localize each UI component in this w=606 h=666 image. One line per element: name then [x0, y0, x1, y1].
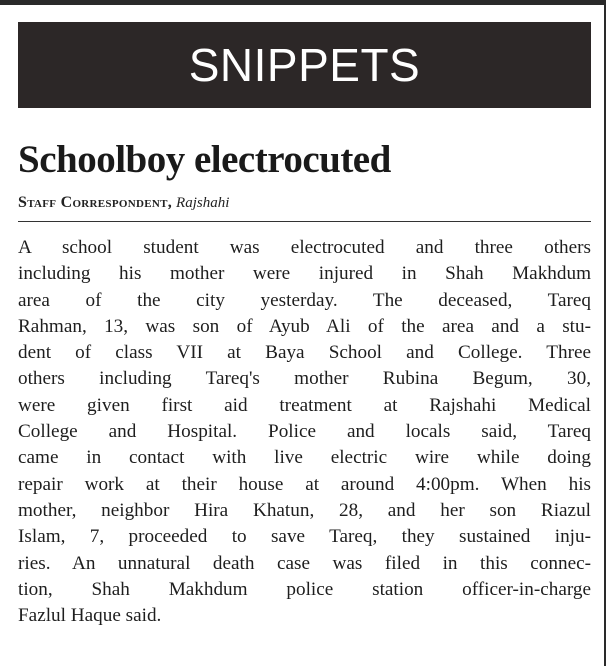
body-line: ries. An unnatural death case was filed in this connec- — [18, 552, 591, 574]
body-line: came in contact with live electric wire while doing — [18, 447, 591, 469]
body-line: others including Tareq's mother Rubina Begum, 30, — [18, 368, 591, 390]
byline-divider — [18, 221, 591, 222]
body-line: Rahman, 13, was son of Ayub Ali of the area and a stu- — [18, 315, 591, 337]
section-banner — [18, 22, 591, 108]
body-line: College and Hospital. Police and locals said, Tareq — [18, 421, 591, 443]
byline-location: Rajshahi — [176, 195, 230, 211]
section-title: SNIPPETS — [188, 39, 421, 91]
article-headline: Schoolboy electrocuted — [18, 138, 391, 181]
body-line: Fazlul Haque said. — [18, 605, 162, 627]
body-line: mother, neighbor Hira Khatun, 28, and her son Riazul — [18, 499, 591, 521]
body-line: were given first aid treatment at Rajshahi Medical — [18, 394, 591, 416]
byline — [18, 192, 229, 214]
body-line: tion, Shah Makhdum police station officer-in-charge — [18, 578, 591, 600]
body-line: Islam, 7, proceeded to save Tareq, they sustained inju- — [18, 526, 591, 548]
body-line: dent of class VII at Baya School and College. Three — [18, 342, 591, 364]
body-line: including his mother were injured in Shah Makhdum — [18, 263, 591, 285]
body-line: repair work at their house at around 4:00pm. When his — [18, 473, 591, 495]
body-line: area of the city yesterday. The deceased, Tareq — [18, 289, 591, 311]
article-body — [18, 235, 591, 629]
body-line: A school student was electrocuted and three others — [18, 237, 591, 258]
byline-correspondent: Staff Correspondent, — [18, 194, 173, 211]
